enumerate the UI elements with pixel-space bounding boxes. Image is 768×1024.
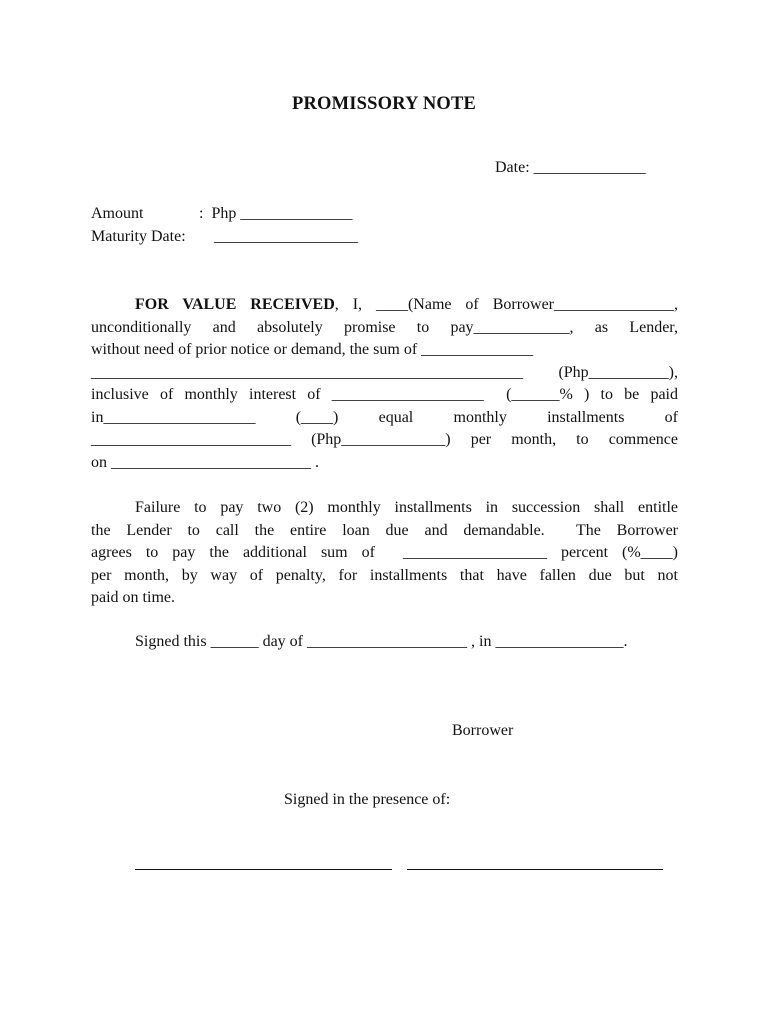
witness-signature-line-right: [407, 869, 663, 870]
maturity-date-field: __________________: [214, 228, 358, 245]
paragraph1-line: in___________________ (____) equal monthly installments of: [91, 408, 678, 426]
borrower-label: Borrower: [452, 722, 514, 739]
paragraph1-line: _________________________ (Php_____________) per month, to commence: [91, 431, 678, 448]
for-value-received-bold: FOR VALUE RECEIVED: [135, 296, 335, 313]
signed-this-line: Signed this ______ day of ____________________ , in ________________.: [135, 633, 628, 650]
borrower-name-text: , I, ____(Name of Borrower_______________,: [334, 296, 679, 313]
document-title: PROMISSORY NOTE: [291, 94, 477, 114]
paragraph1-line: [91, 294, 678, 317]
paragraph2-line: per month, by way of penalty, for installments that have fallen due but not: [91, 566, 678, 584]
amount-field: : Php ______________: [199, 205, 353, 222]
paragraph2-line: paid on time.: [91, 589, 175, 606]
amount-label: Amount: [91, 205, 144, 222]
maturity-date-label: Maturity Date:: [91, 228, 186, 245]
paragraph1-line: ______________________________________________________ (Php__________),: [91, 363, 678, 381]
date-field: Date: ______________: [495, 159, 646, 176]
paragraph1-line: inclusive of monthly interest of ___________________ (______% ) to be paid: [91, 386, 678, 403]
paragraph1-line: without need of prior notice or demand, the sum of ______________: [91, 341, 534, 358]
presence-label: Signed in the presence of:: [284, 791, 451, 808]
value-received-paragraph: [91, 294, 678, 474]
paragraph1-line: on _________________________ .: [91, 453, 319, 471]
penalty-paragraph: [91, 497, 678, 610]
paragraph2-line: the Lender to call the entire loan due and demandable. The Borrower: [91, 521, 678, 539]
paragraph2-line: agrees to pay the additional sum of __________________ percent (%____): [91, 544, 678, 561]
witness-signature-line-left: [135, 869, 392, 870]
paragraph2-line: Failure to pay two (2) monthly installments in succession shall entitle: [135, 499, 678, 516]
paragraph1-line: unconditionally and absolutely promise to pay____________, as Lender,: [91, 318, 678, 336]
